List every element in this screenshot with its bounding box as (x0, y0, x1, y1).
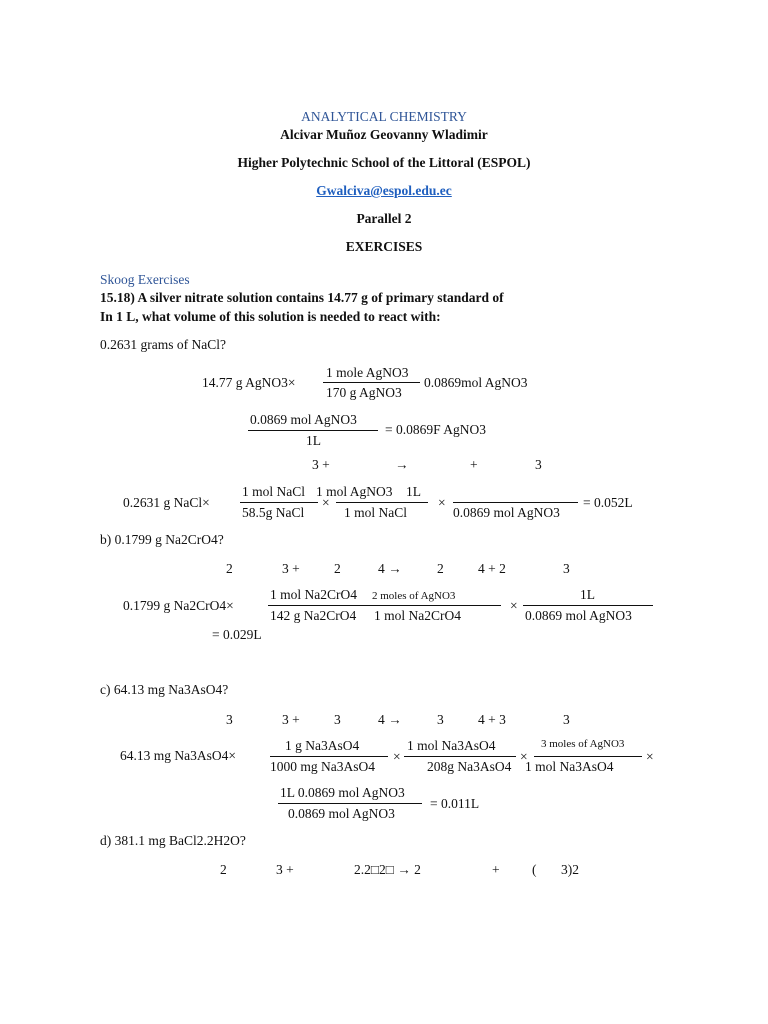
fraction-bar (453, 502, 578, 503)
part-d-rxn-6: 3)2 (561, 862, 579, 877)
part-a-conc-den: 170 g AgNO3 (326, 385, 402, 400)
part-c-rxn-2: 3 + (282, 712, 300, 727)
part-a-question: 0.2631 grams of NaCl? (100, 337, 226, 352)
part-a-f2-den: 1 mol NaCl (344, 505, 407, 520)
part-b-rxn-5: 2 (437, 561, 444, 576)
part-b-f2-num: 2 moles of AgNO3 (372, 590, 456, 602)
fraction-bar (336, 502, 428, 503)
part-a-f1-num: 1 mol NaCl (242, 484, 305, 499)
part-a-f3-den: 0.0869 mol AgNO3 (453, 505, 560, 520)
part-c-f2-num: 1 mol Na3AsO4 (407, 738, 496, 753)
part-b-rxn-2: 3 + (282, 561, 300, 576)
section-heading: EXERCISES (345, 239, 423, 254)
email-link[interactable]: Gwalciva@espol.edu.ec (316, 183, 452, 198)
part-a-norm-den: 1L (306, 433, 321, 448)
part-a-rxn-arrow: → (395, 457, 409, 472)
part-d-question: d) 381.1 mg BaCl2.2H2O? (100, 833, 246, 848)
part-c-f4-num: 1L 0.0869 mol AgNO3 (280, 785, 405, 800)
part-c-question: c) 64.13 mg Na3AsO4? (100, 682, 229, 697)
part-a-norm-num: 0.0869 mol AgNO3 (250, 412, 357, 427)
part-b-f2-den: 1 mol Na2CrO4 (374, 608, 461, 623)
part-c-rxn-3: 3 (334, 712, 341, 727)
part-d-rxn-2: 3 + (276, 862, 294, 877)
part-b-rxn-4: 4 → (378, 561, 402, 576)
part-a-rxn-3: + (470, 457, 478, 472)
times-sign: × (510, 598, 518, 613)
part-b-rxn-3: 2 (334, 561, 341, 576)
part-a-f2-num: 1 mol AgNO3 (316, 484, 393, 499)
part-b-f3-num: 1L (580, 587, 595, 602)
part-a-rxn-1: 3 + (312, 457, 330, 472)
part-c-f1-den: 1000 mg Na3AsO4 (270, 759, 375, 774)
part-b-f1-num: 1 mol Na2CrO4 (270, 587, 357, 602)
times-sign: × (520, 749, 528, 764)
part-a-lhs: 0.2631 g NaCl× (123, 495, 210, 510)
part-a-conc-num: 1 mole AgNO3 (326, 365, 409, 380)
part-c-rxn-4: 4 → (378, 712, 402, 727)
times-sign: × (393, 749, 401, 764)
part-a-result: = 0.052L (583, 495, 633, 510)
fraction-bar (404, 756, 516, 757)
part-c-f4-den: 0.0869 mol AgNO3 (288, 806, 395, 821)
part-c-rxn-7: 3 (563, 712, 570, 727)
fraction-bar (534, 756, 642, 757)
fraction-bar (278, 803, 422, 804)
part-c-lhs: 64.13 mg Na3AsO4× (120, 748, 236, 763)
author-name: Alcivar Muñoz Geovanny Wladimir (280, 127, 488, 142)
part-c-rxn-6: 4 + 3 (478, 712, 506, 727)
fraction-bar (268, 605, 501, 606)
school-name: Higher Polytechnic School of the Littoral (ESPOL) (237, 155, 531, 170)
part-b-rxn-7: 3 (563, 561, 570, 576)
course-title: ANALYTICAL CHEMISTRY (301, 109, 467, 124)
part-d-rxn-4: + (492, 862, 500, 877)
email-line (0, 183, 768, 199)
times-sign: × (322, 495, 330, 510)
fraction-bar (523, 605, 653, 606)
part-b-rxn-6: 4 + 2 (478, 561, 506, 576)
fraction-bar (323, 382, 420, 383)
parallel-label: Parallel 2 (356, 211, 412, 226)
part-a-conc-lhs: 14.77 g AgNO3× (202, 375, 296, 390)
part-a-norm-result: = 0.0869F AgNO3 (385, 422, 486, 437)
problem-line-1: 15.18) A silver nitrate solution contains 14.77 g of primary standard of (100, 290, 504, 305)
part-c-f3-num: 3 moles of AgNO3 (541, 738, 625, 750)
part-b-f3-den: 0.0869 mol AgNO3 (525, 608, 632, 623)
part-c-f1-num: 1 g Na3AsO4 (285, 738, 360, 753)
part-a-f3-num: 1L (406, 484, 421, 499)
times-sign: × (646, 749, 654, 764)
fraction-bar (240, 502, 318, 503)
problem-line-2: In 1 L, what volume of this solution is needed to react with: (100, 309, 441, 324)
times-sign: × (438, 495, 446, 510)
part-c-f3-den: 1 mol Na3AsO4 (525, 759, 614, 774)
part-c-f2-den: 208g Na3AsO4 (427, 759, 512, 774)
part-d-rxn-3: 2.2□2□ → 2 (354, 862, 421, 877)
subheading: Skoog Exercises (100, 272, 190, 287)
part-d-rxn-5: ( (532, 862, 537, 877)
part-a-conc-result: 0.0869mol AgNO3 (424, 375, 528, 390)
part-c-result: = 0.011L (430, 796, 480, 811)
part-c-rxn-5: 3 (437, 712, 444, 727)
part-b-f1-den: 142 g Na2CrO4 (270, 608, 357, 623)
part-b-question: b) 0.1799 g Na2CrO4? (100, 532, 224, 547)
fraction-bar (248, 430, 378, 431)
part-c-rxn-1: 3 (226, 712, 233, 727)
part-b-rxn-1: 2 (226, 561, 233, 576)
part-a-f1-den: 58.5g NaCl (242, 505, 305, 520)
part-b-lhs: 0.1799 g Na2CrO4× (123, 598, 234, 613)
part-d-rxn-1: 2 (220, 862, 227, 877)
part-b-result: = 0.029L (212, 627, 262, 642)
fraction-bar (270, 756, 388, 757)
part-a-rxn-4: 3 (535, 457, 542, 472)
